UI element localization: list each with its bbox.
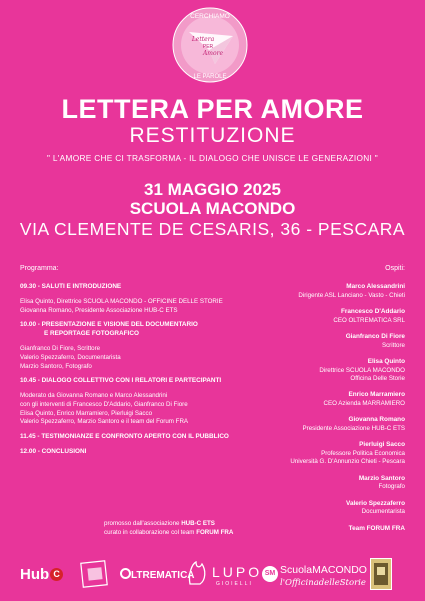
guest-item [215, 475, 405, 492]
guests-list [215, 283, 405, 541]
oltrematica-o-icon [120, 568, 131, 579]
guests-label: Ospiti: [385, 265, 405, 272]
program-item-line: Moderato da Giovanna Romano e Marco Alessandrini [20, 392, 168, 400]
guest-role: CEO OLTREMATICA SRL [333, 316, 405, 324]
hubc-text: Hub [20, 566, 50, 583]
guest-name: Gianfranco Di Fiore [345, 333, 405, 340]
oltrematica-text: LTREMATICA [131, 570, 195, 581]
guest-item [215, 441, 405, 466]
guest-name: Francesco D'Addario [340, 308, 405, 315]
logo-emblem [171, 6, 249, 84]
program-item-line: Elisa Quinto, Enrico Marramiero, Pierluigi Sacco [20, 409, 153, 417]
program-item-line: Elisa Quinto, Direttrice SCUOLA MACONDO - OFFICINE DELLE STORIE [20, 297, 223, 305]
sponsor-logos [16, 558, 412, 594]
guest-name: Valerio Spezzaferro [346, 499, 405, 507]
marramiero-label-logo [370, 558, 392, 590]
program-item-heading: 09.30 - SALUTI E INTRODUZIONE [20, 283, 122, 290]
program-item-line: Valerio Spezzaferro, Marzio Santoro e il team del Forum FRA [20, 418, 189, 426]
logo-line1: Lettera [191, 36, 215, 43]
guest-item [215, 391, 405, 408]
guest-name: Elisa Quinto [367, 358, 405, 365]
program-item-line: Giovanna Romano, Presidente Associazione HUB-C ETS [20, 306, 178, 314]
program-item-line: con gli interventi di Francesco D'Addario, Gianfranco Di Fiore [20, 400, 188, 408]
promoter-text: promosso dall'associazione [104, 520, 182, 527]
curator-name: FORUM FRA [196, 528, 234, 536]
program-item-heading: 11.45 - TESTIMONIANZE E CONFRONTO APERTO CON IL PUBBLICO [20, 432, 229, 440]
logo-top-text: CERCHIAMO [190, 13, 230, 20]
event-date: 31 MAGGIO 2025 [143, 180, 281, 199]
guest-role: Fotografo [378, 483, 405, 491]
hubc-logo [20, 566, 63, 583]
guest-role: Direttrice SCUOLA MACONDO [319, 366, 405, 374]
guest-item [215, 333, 405, 350]
hubc-c-badge: C [50, 568, 63, 581]
guest-role: Dirigente ASL Lanciano - Vasto - Chieti [298, 291, 405, 299]
lupo-logo [186, 560, 208, 591]
guest-name: Marco Alessandrini [346, 283, 405, 290]
wine-label-icon [371, 559, 391, 589]
event-quote: " L'AMORE CHE CI TRASFORMA - IL DIALOGO CHE UNISCE LE GENERAZIONI " [47, 153, 378, 163]
event-venue: SCUOLA MACONDO [129, 199, 296, 218]
forum-fra-icon [80, 558, 110, 590]
program-item-heading-text: 10.00 - PRESENTAZIONE E VISIONE DEL DOCUMENTARIO [20, 321, 198, 329]
guest-role: CEO Azienda MARRAMIERO [323, 400, 405, 407]
program-item-line: Marzio Santoro, Fotografo [20, 362, 92, 370]
macondo-tagline: l'OfficinadelleStorie [280, 578, 366, 588]
guest-name: Giovanna Romano [348, 416, 405, 424]
logo-bottom-text: LE PAROLE [193, 74, 227, 80]
promoter-name: HUB-C ETS [181, 520, 215, 527]
forum-fra-logo [80, 558, 110, 590]
wolf-icon [186, 560, 208, 586]
event-logo [171, 6, 249, 84]
guest-item [215, 416, 405, 433]
macondo-badge: SM [262, 566, 278, 582]
program-label: Programma: [20, 265, 59, 272]
promoter-credits [104, 520, 233, 537]
lupo-subtext: GIOIELLI [216, 581, 253, 587]
curator-text: curato in collaborazione col team [104, 528, 197, 536]
logo-line2: PER [202, 44, 214, 50]
guest-role: Presidente Associazione HUB-C ETS [302, 425, 405, 432]
logo-line3: Amore [202, 50, 224, 57]
page-title: LETTERA PER AMORE [61, 94, 364, 124]
program-item-line: Gianfranco Di Fiore, Scrittore [20, 345, 101, 353]
program-item-line: Valerio Spezzaferro, Documentarista [20, 353, 121, 361]
guest-item [215, 500, 405, 517]
guest-name: Pierluigi Sacco [359, 441, 405, 449]
guest-role: Officina Delle Storie [350, 375, 405, 382]
event-address: VIA CLEMENTE DE CESARIS, 36 - PESCARA [19, 219, 406, 239]
program-item-heading: 10.45 - DIALOGO COLLETTIVO CON I RELATORI E PARTECIPANTI [20, 377, 222, 385]
lupo-text: LUPO [212, 564, 263, 580]
guest-item [215, 308, 405, 325]
guest-item [215, 283, 405, 300]
page-subtitle: RESTITUZIONE [129, 124, 296, 147]
guest-role: Università G. D'Annunzio Chieti - Pescara [290, 458, 405, 466]
program-item-heading-cont: E REPORTAGE FOTOGRAFICO [44, 330, 139, 338]
guest-name: Team FORUM FRA [348, 524, 405, 532]
program-item-heading: 12.00 - CONCLUSIONI [20, 447, 87, 455]
guest-item [215, 358, 405, 383]
guest-name: Marzio Santoro [358, 474, 405, 482]
guest-name: Enrico Marramiero [348, 391, 405, 399]
guest-role: Documentarista [361, 508, 405, 516]
macondo-name: ScuolaMACONDO [280, 564, 367, 576]
guest-role: Scrittore [381, 341, 405, 349]
guest-role: Professore Politica Economica [321, 450, 405, 457]
promoter-line [104, 520, 233, 529]
oltrematica-logo [120, 568, 195, 581]
guest-item [215, 525, 405, 534]
curator-line [104, 529, 233, 538]
